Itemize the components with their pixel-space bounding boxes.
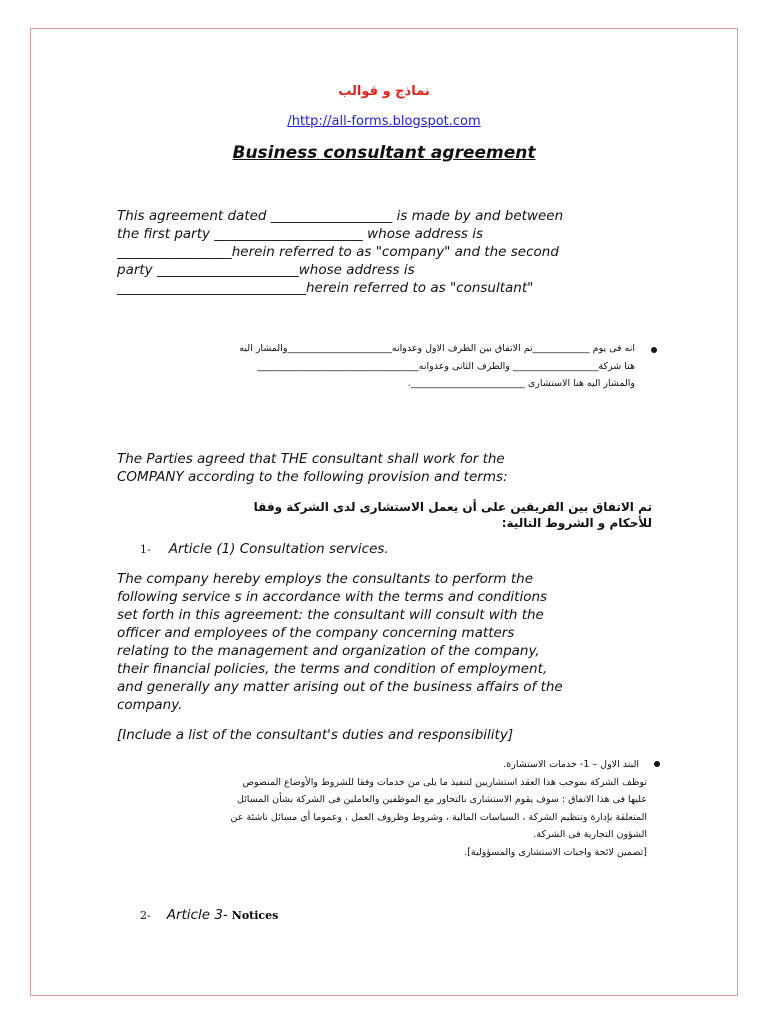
article-1-body-en [117, 570, 657, 714]
article-1-title: Article (1) Consultation services. [168, 541, 389, 557]
article-1-line: and generally any matter arising out of the business affairs of the [117, 679, 563, 695]
article-1-ar-line: البند الاول – 1- خدمات الاستشارة. [503, 759, 639, 770]
article-1-line: set forth in this agreement: the consultant will consult with the [117, 607, 544, 623]
article-1-line: The company hereby employs the consultants to perform the [117, 571, 534, 587]
intro-paragraph-ar [117, 340, 635, 393]
document-title: Business consultant agreement [232, 143, 536, 163]
bullet [651, 347, 657, 353]
article-3-number: 2- [140, 909, 151, 922]
article-1-number: 1- [140, 543, 151, 556]
intro-paragraph-en [117, 207, 657, 297]
parties-paragraph-en [117, 450, 657, 486]
article-1-ar-line: المتعلقة بإدارة وتنظيم الشركة ، السياسات المالية ، وشروط وظروف العمل ، وعموما أي مسائل ناشئة عن [230, 811, 647, 823]
article-1-line: officer and employees of the company concerning matters [117, 625, 515, 641]
parties-line: COMPANY according to the following provision and terms: [117, 469, 508, 485]
intro-line: ____________________________herein referred to as "consultant" [117, 280, 534, 296]
article-3-notices: Notices [231, 909, 279, 922]
intro-line: This agreement dated __________________ is made by and between [117, 208, 564, 224]
article-1-note: [Include a list of the consultant's duties and responsibility] [117, 727, 514, 743]
intro-line: party _____________________whose address is [117, 262, 415, 278]
article-1-body-ar [117, 756, 647, 861]
article-1-line: following service s in accordance with the terms and conditions [117, 589, 548, 605]
article-3-title: Article 3- [166, 907, 228, 923]
intro-ar-line: انه فى يوم ____________تم الاتفاق بين الطرف الاول وعدوانه______________________والمشار اليه [239, 343, 635, 354]
arabic-site-title: نماذج و قوالب [338, 84, 430, 99]
intro-line: the first party ______________________ whose address is [117, 226, 483, 242]
intro-ar-line: والمشار اليه هنا الاستشارى ________________________. [407, 378, 635, 389]
intro-ar-line: هنا شركة__________________ والطرف الثانى وعدوانه__________________________________ [257, 360, 635, 372]
intro-line: _________________herein referred to as "company" and the second [117, 244, 559, 260]
parties-ar-line: تم الاتفاق بين الفريقين على أن يعمل الاستشارى لدى الشركة وفقا [253, 500, 652, 514]
parties-ar-line: للأحكام و الشروط التالية: [501, 516, 652, 530]
article-1-ar-line: الشؤون التجارية فى الشركة. [533, 829, 647, 840]
parties-line: The Parties agreed that THE consultant shall work for the [117, 451, 505, 467]
article-1-ar-line: توظف الشركة بموجب هذا العقد استشاريين لتنفيذ ما يلى من خدمات وفقا للشروط والأوضاع المنصوص [242, 776, 647, 788]
article-1-line: relating to the management and organization of the company, [117, 643, 540, 659]
parties-paragraph-ar [117, 499, 652, 531]
article-3-heading [140, 906, 278, 924]
article-1-line: their financial policies, the terms and condition of employment, [117, 661, 548, 677]
article-1-line: company. [117, 697, 183, 713]
article-1-ar-line: عليها فى هذا الاتفاق : سوف يقوم الاستشارى بالتحاور مع الموظفين والعاملين فى الشركة بشأن المسائل [236, 794, 647, 805]
bullet [654, 761, 660, 767]
blog-link[interactable]: /http://all-forms.blogspot.com [287, 114, 481, 129]
article-1-heading [140, 540, 389, 558]
article-1-ar-line: [تضمين لائحة واجبات الاستشارى والمسؤولية]. [464, 846, 647, 858]
